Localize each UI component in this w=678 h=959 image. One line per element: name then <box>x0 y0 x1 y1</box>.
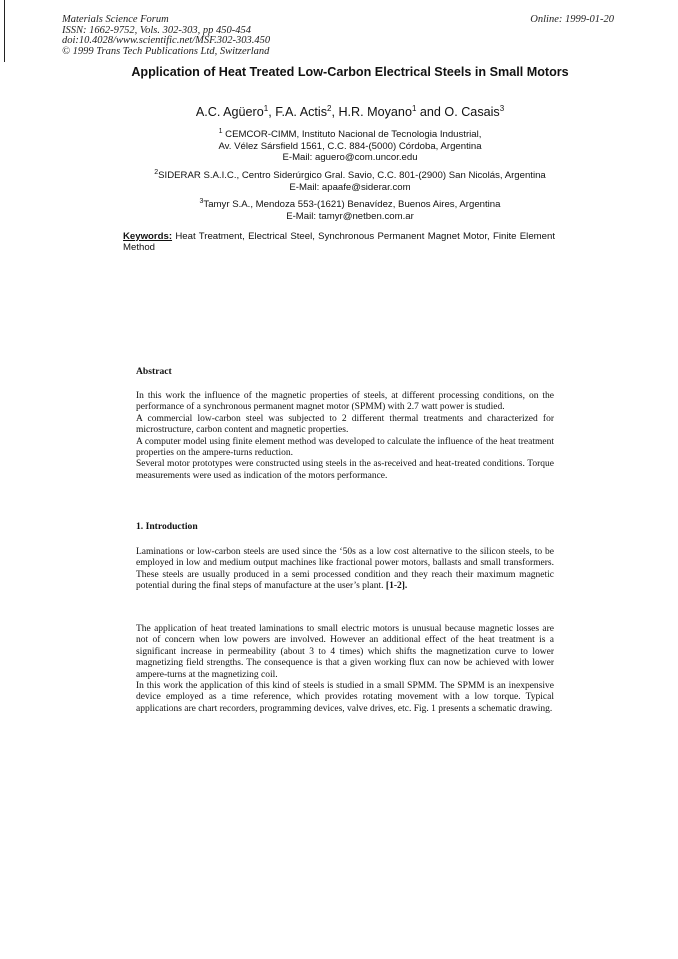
author-name: F.A. Actis <box>275 105 327 120</box>
affiliation-line: SIDERAR S.A.I.C., Centro Siderúrgico Gral. Savio, C.C. 801-(2900) San Nicolás, Argentina <box>158 170 546 182</box>
introduction-heading: 1. Introduction <box>136 521 198 532</box>
abstract-paragraph: In this work the influence of the magnetic properties of steels, at different processing conditions, on the performance of a synchronous permanent magnet motor (SPMM) with 2.7 watt power is studied. <box>136 391 554 413</box>
keywords-text: Heat Treatment, Electrical Steel, Synchronous Permanent Magnet Motor, Finite Element Method <box>123 231 555 254</box>
affiliation-email: E-Mail: tamyr@netben.com.ar <box>286 210 414 222</box>
affiliation-mark: 2 <box>154 169 159 176</box>
affiliation-line: Tamyr S.A., Mendoza 553-(1621) Benavídez, Buenos Aires, Argentina <box>203 199 501 211</box>
keywords-block <box>123 231 555 254</box>
introduction-paragraph-2 <box>136 624 554 715</box>
affiliation-1 <box>100 126 600 164</box>
affiliation-email: E-Mail: aguero@com.uncor.edu <box>282 152 418 164</box>
citation-reference: [1-2]. <box>385 581 408 592</box>
affiliation-3 <box>100 196 600 222</box>
paragraph-text: In this work the application of this kind of steels is studied in a small SPMM. The SPMM is an inexpensive device employed as a time reference, which provides rotating movement with a low torque. Typical applications are chart recorders, programming devices, valve drives, etc. Fig. 1 presents a schematic drawing. <box>136 681 554 714</box>
affiliation-mark: 3 <box>199 198 204 205</box>
affiliation-2 <box>100 167 600 193</box>
citation-block <box>62 15 392 57</box>
author-name: H.R. Moyano <box>338 105 412 120</box>
abstract-heading: Abstract <box>136 366 172 377</box>
online-date: Online: 1999-01-20 <box>530 14 614 25</box>
journal-name: Materials Science Forum <box>62 14 169 25</box>
paragraph-text: Laminations or low-carbon steels are used since the ‘50s as a low cost alternative to the silicon steels, to be employed in low and medium output machines like fractional power motors, ballasts and small transformers. These steels are usually produced in a semi processed condition and they reach their maximum magnetic potential during the final steps of manufacture at the user’s plant. <box>136 547 554 592</box>
author-affiliation-mark: 1 <box>263 104 269 113</box>
abstract-paragraph: A computer model using finite element method was developed to calculate the influence of the heat treatment properties on the ampere-turns reduction. <box>136 436 554 459</box>
affiliation-line: CEMCOR-CIMM, Instituto Nacional de Tecnologia Industrial, <box>225 129 482 141</box>
paper-title: Application of Heat Treated Low-Carbon Electrical Steels in Small Motors <box>131 65 569 79</box>
paragraph-text: The application of heat treated laminations to small electric motors is unusual because magnetic losses are not of concern when low powers are involved. However an additional effect of the heat treatment is a significant increase in permeability (about 3 to 4 times) which shifts the magnetization curve to lower magnetizing field strengths. The consequence is that a given working flux can now be achieved with lower ampere-turns at the magnetizing coil. <box>136 624 554 680</box>
author-affiliation-mark: 1 <box>411 104 417 113</box>
issn-line: ISSN: 1662-9752, Vols. 302-303, pp 450-454 <box>62 24 251 36</box>
doi-line: doi:10.4028/www.scientific.net/MSF.302-303.450 <box>62 35 271 47</box>
affiliation-line: Av. Vélez Sársfield 1561, C.C. 884-(5000) Córdoba, Argentina <box>218 140 482 152</box>
abstract-paragraph: Several motor prototypes were constructed using steels in the as-received and heat-treated conditions. Torque measurements were used as indication of the motors performance. <box>136 459 554 481</box>
abstract-body <box>136 391 554 482</box>
affiliation-email: E-Mail: apaafe@siderar.com <box>289 181 411 193</box>
abstract-paragraph: A commercial low-carbon steel was subjected to 2 different thermal treatments and characterized for microstructure, carbon content and magnetic properties. <box>136 413 554 436</box>
affiliation-mark: 1 <box>218 128 223 135</box>
keywords-label: Keywords: <box>123 231 173 242</box>
author-list: A.C. Agüero$^1$, F.A. Actis$^2$, H.R. Moyano$^1$ and O. Casais$^3$ <box>195 104 505 120</box>
copyright-line: © 1999 Trans Tech Publications Ltd, Switzerland <box>62 45 270 57</box>
author-name: A.C. Agüero <box>195 105 264 120</box>
author-affiliation-mark: 2 <box>327 104 332 113</box>
margin-rule <box>4 0 5 62</box>
author-name: O. Casais <box>444 105 500 120</box>
introduction-paragraph-1 <box>136 547 554 593</box>
author-affiliation-mark: 3 <box>499 104 505 113</box>
